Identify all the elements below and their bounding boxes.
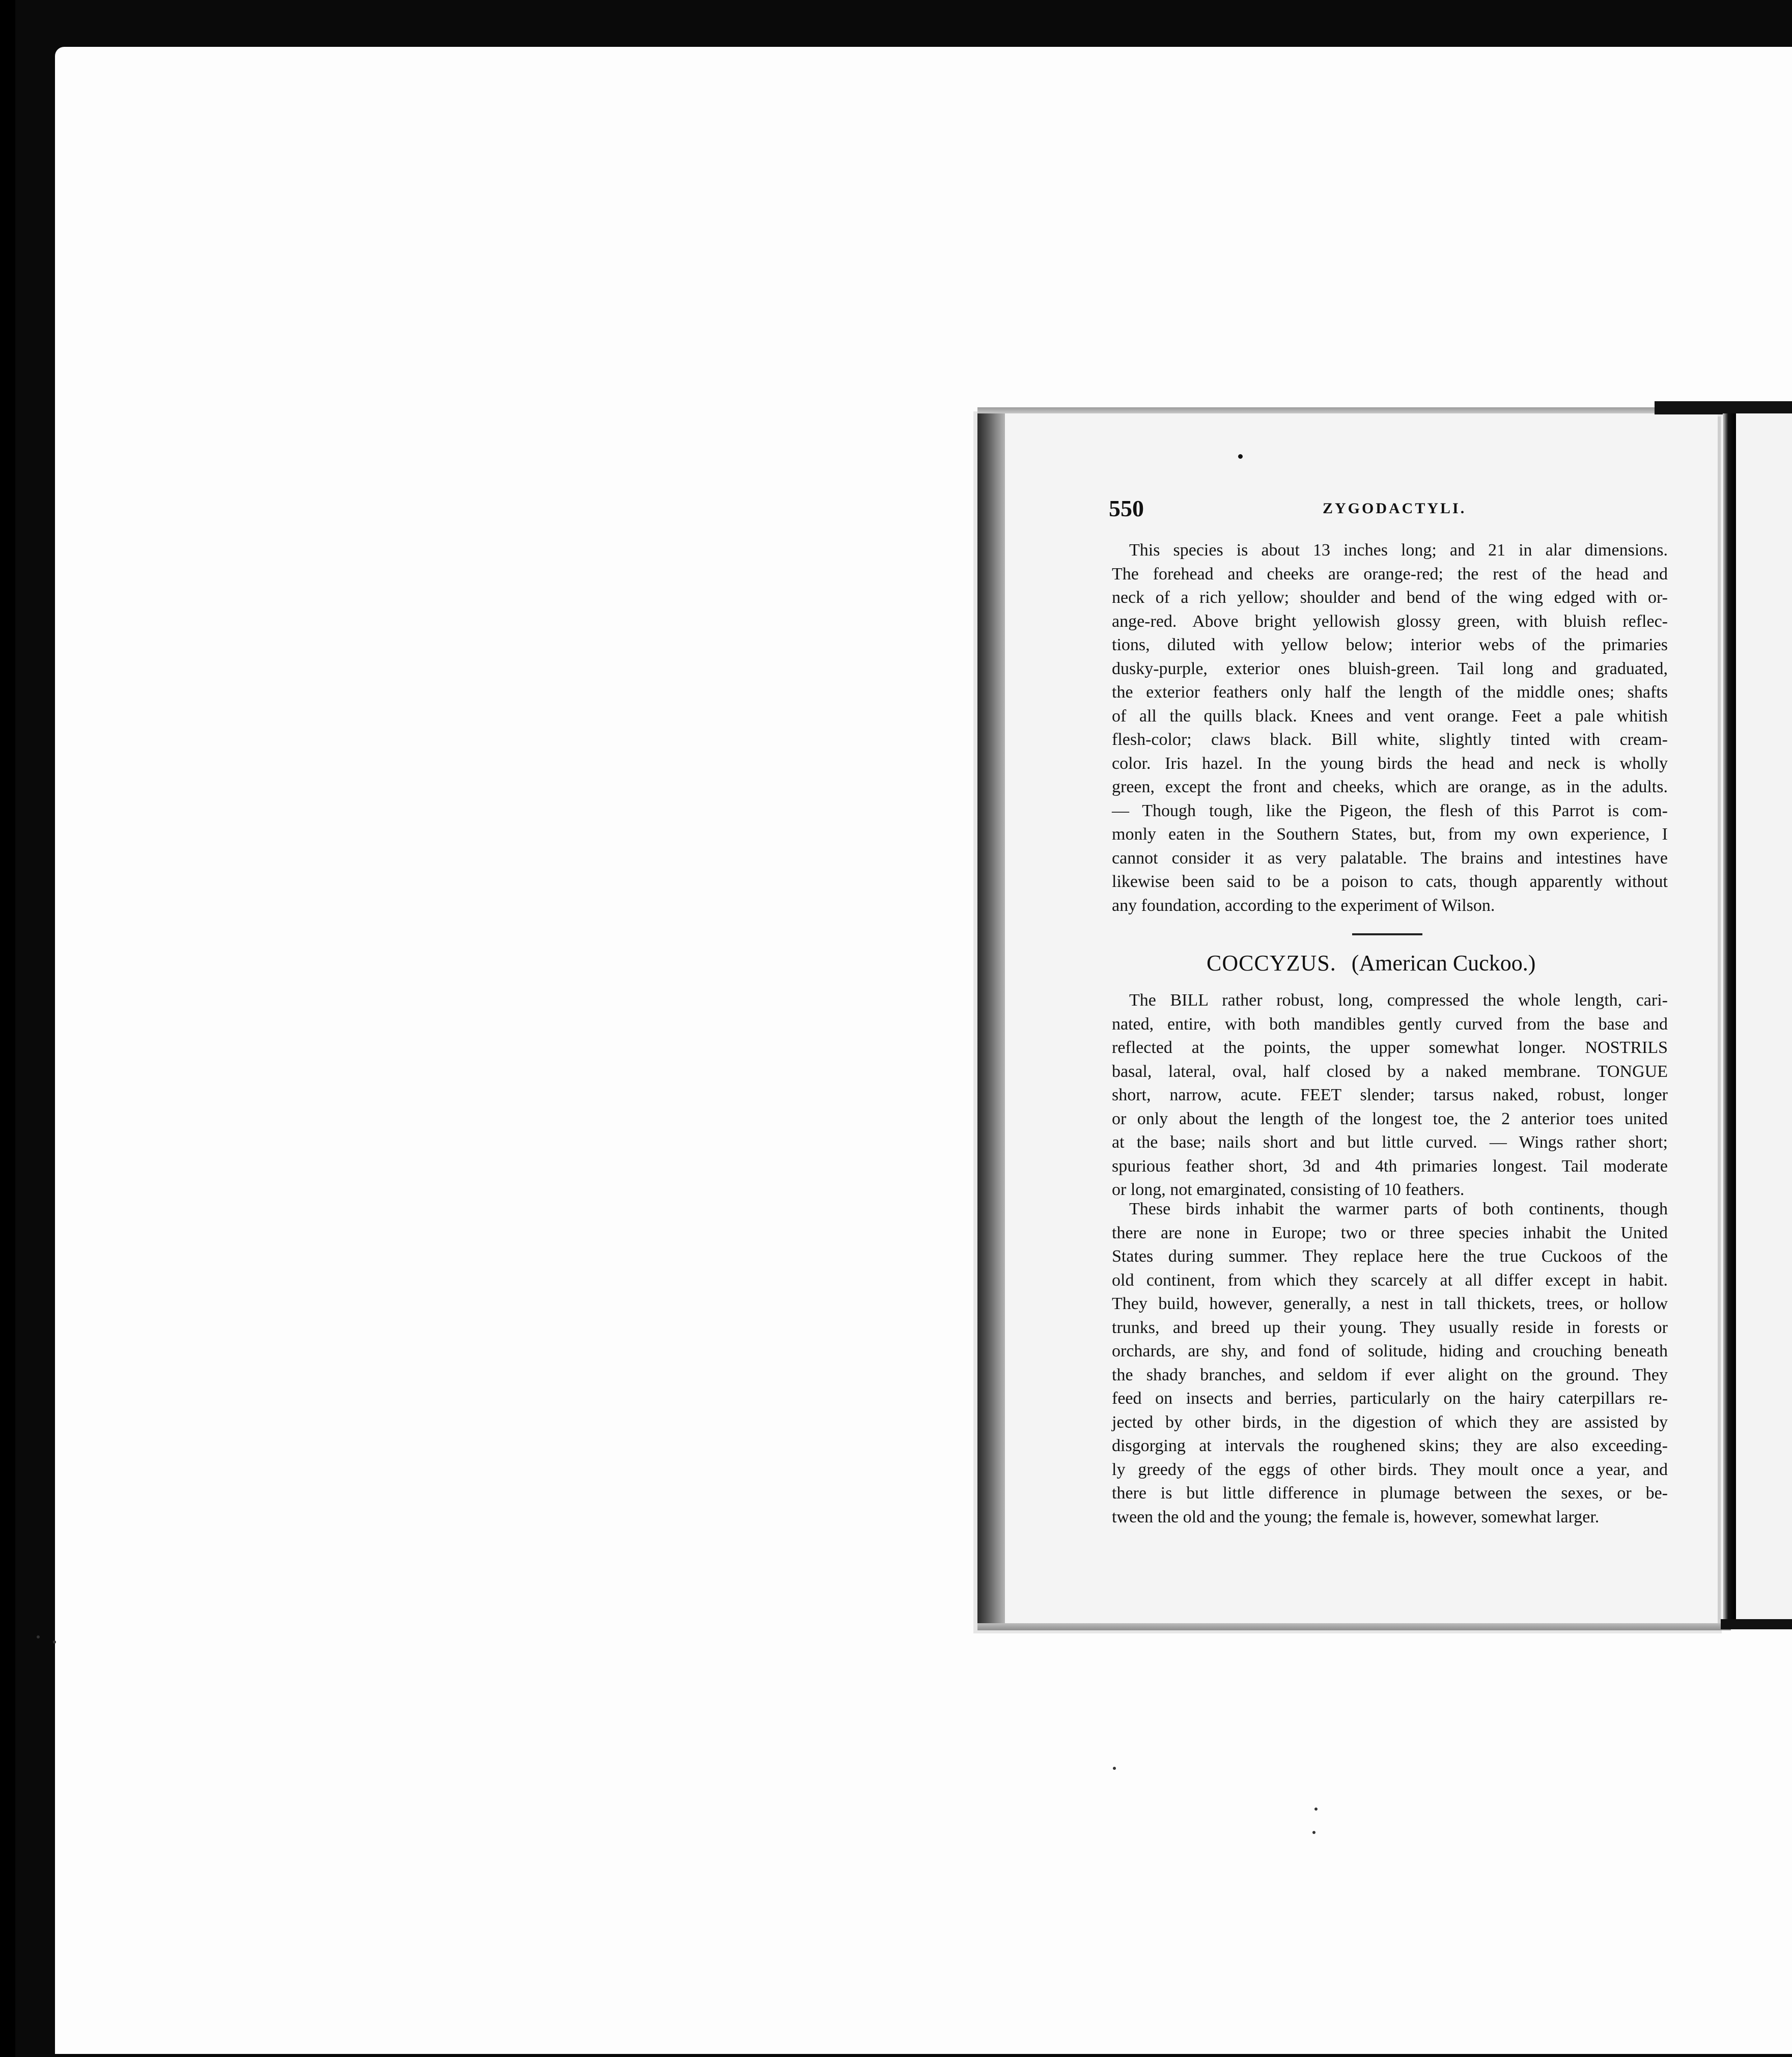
text-line: neck of a rich yellow; shoulder and bend of the wing edged with or- [1112,588,1668,607]
section-genus: COCCYZUS. [1207,951,1336,976]
text-line: the shady branches, and seldom if ever alight on the ground. They [1112,1365,1668,1384]
text-line: ange-red. Above bright yellowish glossy green, with bluish reflec- [1112,611,1668,631]
text-line: there are none in Europe; two or three species inhabit the United [1112,1223,1668,1242]
text-line: These birds inhabit the warmer parts of both continents, though [1129,1200,1668,1218]
text-line: old continent, from which they scarcely at all differ except in habit. [1112,1270,1668,1290]
scan-speck [1312,1831,1315,1834]
text-line: tions, diluted with yellow below; interior webs of the primaries [1112,635,1668,654]
text-line: or only about the length of the longest toe, the 2 anterior toes united [1112,1109,1668,1128]
text-line: reflected at the points, the upper somewhat longer. NOSTRILS [1112,1038,1668,1057]
page-bottom-edge [977,1623,1731,1630]
text-line: green, except the front and cheeks, which are orange, as in the adults. [1112,777,1668,796]
text-line: at the base; nails short and but little curved. — Wings rather short; [1112,1133,1668,1152]
ink-dot [1238,454,1243,459]
text-line: orchards, are shy, and fond of solitude, hiding and crouching beneath [1112,1342,1668,1360]
text-line: likewise been said to be a poison to cats, though apparently without [1112,872,1668,891]
text-line: the exterior feathers only half the length of the middle ones; shafts [1112,683,1668,702]
page-gutter [977,413,1005,1625]
text-line: dusky-purple, exterior ones bluish-green. Tail long and graduated, [1112,659,1668,678]
text-line: cannot consider it as very palatable. The brains and intestines have [1112,848,1668,868]
text-line: disgorging at intervals the roughened skins; they are also exceeding- [1112,1436,1668,1455]
text-line: nated, entire, with both mandibles gently curved from the base and [1112,1014,1668,1034]
text-line: They build, however, generally, a nest in tall thickets, trees, or hollow [1112,1294,1668,1313]
section-heading [1207,950,1665,976]
page-number: 550 [1109,495,1144,521]
text-line: monly eaten in the Southern States, but, from my own experience, I [1112,825,1668,844]
text-line: color. Iris hazel. In the young birds the head and neck is wholly [1112,754,1668,773]
text-line: tween the old and the young; the female is, however, somewhat larger. [1112,1507,1600,1526]
text-line: This species is about 13 inches long; and 21 in alar dimensions. [1129,541,1668,560]
next-page-top-edge [1655,401,1792,414]
paragraph-genus-characters [1112,989,1668,1202]
scan-speck [53,1641,56,1644]
text-line: — Though tough, like the Pigeon, the flesh of this Parrot is com- [1112,801,1668,820]
text-line: basal, lateral, oval, half closed by a naked membrane. TONGUE [1112,1062,1668,1081]
text-line: there is but little difference in plumage between the sexes, or be- [1112,1484,1668,1503]
scan-speck [1314,1808,1318,1811]
text-line: The forehead and cheeks are orange-red; the rest of the head and [1112,564,1668,583]
paragraph-species-description [1112,539,1668,918]
next-page-sliver [1736,413,1792,1624]
text-line: States during summer. They replace here the true Cuckoos of the [1112,1247,1668,1266]
text-line: short, narrow, acute. FEET slender; tarsus naked, robust, longer [1112,1086,1668,1104]
scan-speck [1113,1767,1116,1770]
paragraph-genus-habits [1112,1198,1668,1529]
running-head: ZYGODACTYLI. [1323,500,1467,517]
text-line: ly greedy of the eggs of other birds. They moult once a year, and [1112,1460,1668,1479]
scan-speck [37,1635,40,1638]
text-line: feed on insects and berries, particularly on the hairy caterpillars re- [1112,1389,1668,1408]
text-line: The BILL rather robust, long, compressed the whole length, cari- [1129,991,1668,1010]
text-line: of all the quills black. Knees and vent orange. Feet a pale whitish [1112,706,1668,726]
film-edge-strip [0,0,15,2057]
section-common-name: (American Cuckoo.) [1351,951,1536,976]
text-line: flesh-color; claws black. Bill white, slightly tinted with cream- [1112,730,1668,749]
section-divider-rule [1352,933,1422,935]
text-line: spurious feather short, 3d and 4th primaries longest. Tail moderate [1112,1156,1668,1176]
next-page-bottom-edge [1721,1619,1792,1629]
text-line: or long, not emarginated, consisting of 10 feathers. [1112,1180,1465,1199]
text-line: trunks, and breed up their young. They usually reside in forests or [1112,1318,1668,1337]
text-line: any foundation, according to the experiment of Wilson. [1112,896,1495,915]
text-line: jected by other birds, in the digestion of which they are assisted by [1112,1412,1668,1432]
next-page-spine [1723,413,1736,1625]
